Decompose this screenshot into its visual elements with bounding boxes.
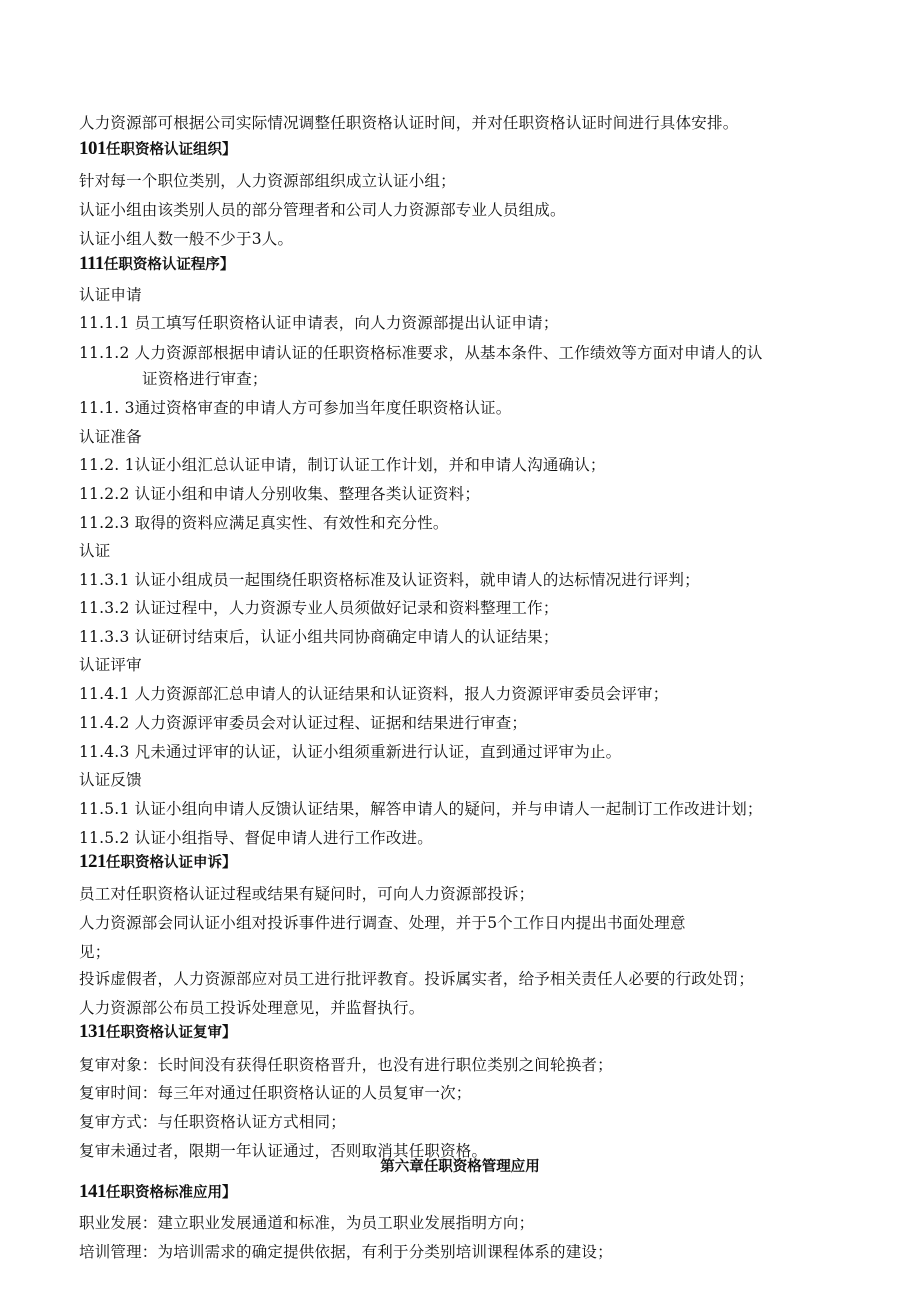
paragraph-line: 11.3.3 认证研讨结束后，认证小组共同协商确定申请人的认证结果； — [79, 628, 559, 646]
paragraph-line: 11.2. 1认证小组汇总认证申请，制订认证工作计划，并和申请人沟通确认； — [79, 456, 606, 474]
paragraph-line: 11.4.1 人力资源部汇总申请人的认证结果和认证资料，报人力资源评审委员会评审； — [79, 685, 669, 703]
paragraph-line: 11.5.1 认证小组向申请人反馈认证结果，解答申请人的疑问，并与申请人一起制订工作改进计划； — [79, 800, 763, 818]
paragraph-line: 认证小组人数一般不少于3人。 — [79, 230, 294, 248]
paragraph-line: 认证申请 — [79, 286, 142, 304]
section-title: 任职资格认证程序】 — [103, 257, 235, 273]
paragraph-line: 证资格进行审查； — [142, 370, 268, 388]
section-heading — [79, 1181, 237, 1204]
paragraph-line: 针对每一个职位类别，人力资源部组织成立认证小组； — [79, 172, 456, 190]
paragraph-line: 11.4.3 凡未通过评审的认证，认证小组须重新进行认证，直到通过评审为止。 — [79, 743, 622, 761]
paragraph-line: 培训管理：为培训需求的确定提供依据，有利于分类别培训课程体系的建设； — [79, 1243, 613, 1261]
section-number: 111 — [79, 253, 104, 274]
section-title: 任职资格认证复审】 — [106, 1025, 237, 1041]
paragraph-line: 投诉虚假者，人力资源部应对员工进行批评教育。投诉属实者，给予相关责任人必要的行政处罚； — [79, 970, 755, 988]
paragraph-line: 11.2.2 认证小组和申请人分别收集、整理各类认证资料； — [79, 485, 481, 503]
paragraph-line: 职业发展：建立职业发展通道和标准，为员工职业发展指明方向； — [79, 1214, 535, 1232]
section-title: 任职资格认证组织】 — [106, 142, 237, 158]
section-heading — [79, 1021, 237, 1044]
paragraph-line: 复审方式：与任职资格认证方式相同； — [79, 1113, 346, 1131]
paragraph-line: 复审未通过者，限期一年认证通过，否则取消其任职资格。 — [79, 1142, 488, 1160]
paragraph-line: 认证反馈 — [79, 771, 142, 789]
section-number: 101 — [79, 138, 106, 159]
paragraph-line: 11.4.2 人力资源评审委员会对认证过程、证据和结果进行审查； — [79, 714, 528, 732]
paragraph-line: 认证小组由该类别人员的部分管理者和公司人力资源部专业人员组成。 — [79, 201, 566, 219]
paragraph-line: 11.1. 3通过资格审查的申请人方可参加当年度任职资格认证。 — [79, 399, 512, 417]
paragraph-line: 认证 — [79, 542, 111, 560]
paragraph-line: 11.5.2 认证小组指导、督促申请人进行工作改进。 — [79, 829, 433, 847]
section-number: 131 — [79, 1021, 106, 1042]
section-title: 任职资格认证申诉】 — [106, 855, 237, 871]
paragraph-line: 人力资源部可根据公司实际情况调整任职资格认证时间，并对任职资格认证时间进行具体安排。 — [79, 114, 739, 132]
paragraph-line: 复审时间：每三年对通过任职资格认证的人员复审一次； — [79, 1084, 472, 1102]
paragraph-line: 11.1.2 人力资源部根据申请认证的任职资格标准要求，从基本条件、工作绩效等方面对申请人的认 — [79, 344, 763, 362]
section-number: 121 — [79, 851, 106, 872]
paragraph-line: 11.1.1 员工填写任职资格认证申请表，向人力资源部提出认证申请； — [79, 314, 559, 332]
paragraph-line: 认证准备 — [79, 428, 142, 446]
section-heading — [79, 851, 237, 874]
paragraph-line: 11.3.1 认证小组成员一起围绕任职资格标准及认证资料，就申请人的达标情况进行评判； — [79, 571, 700, 589]
section-title: 任职资格标准应用】 — [106, 1185, 237, 1201]
paragraph-line: 人力资源部会同认证小组对投诉事件进行调查、处理，并于5个工作日内提出书面处理意 — [79, 914, 686, 932]
paragraph-line: 员工对任职资格认证过程或结果有疑问时，可向人力资源部投诉； — [79, 885, 535, 903]
paragraph-line: 复审对象：长时间没有获得任职资格晋升，也没有进行职位类别之间轮换者； — [79, 1056, 613, 1074]
section-number: 141 — [79, 1181, 106, 1202]
chapter-title: 第六章任职资格管理应用 — [380, 1159, 540, 1175]
paragraph-line: 人力资源部公布员工投诉处理意见，并监督执行。 — [79, 999, 425, 1017]
paragraph-line: 认证评审 — [79, 656, 142, 674]
section-heading — [79, 253, 234, 276]
paragraph-line: 11.3.2 认证过程中，人力资源专业人员须做好记录和资料整理工作； — [79, 599, 559, 617]
paragraph-line: 11.2.3 取得的资料应满足真实性、有效性和充分性。 — [79, 514, 449, 532]
paragraph-line: 见； — [79, 943, 111, 961]
section-heading — [79, 138, 237, 161]
